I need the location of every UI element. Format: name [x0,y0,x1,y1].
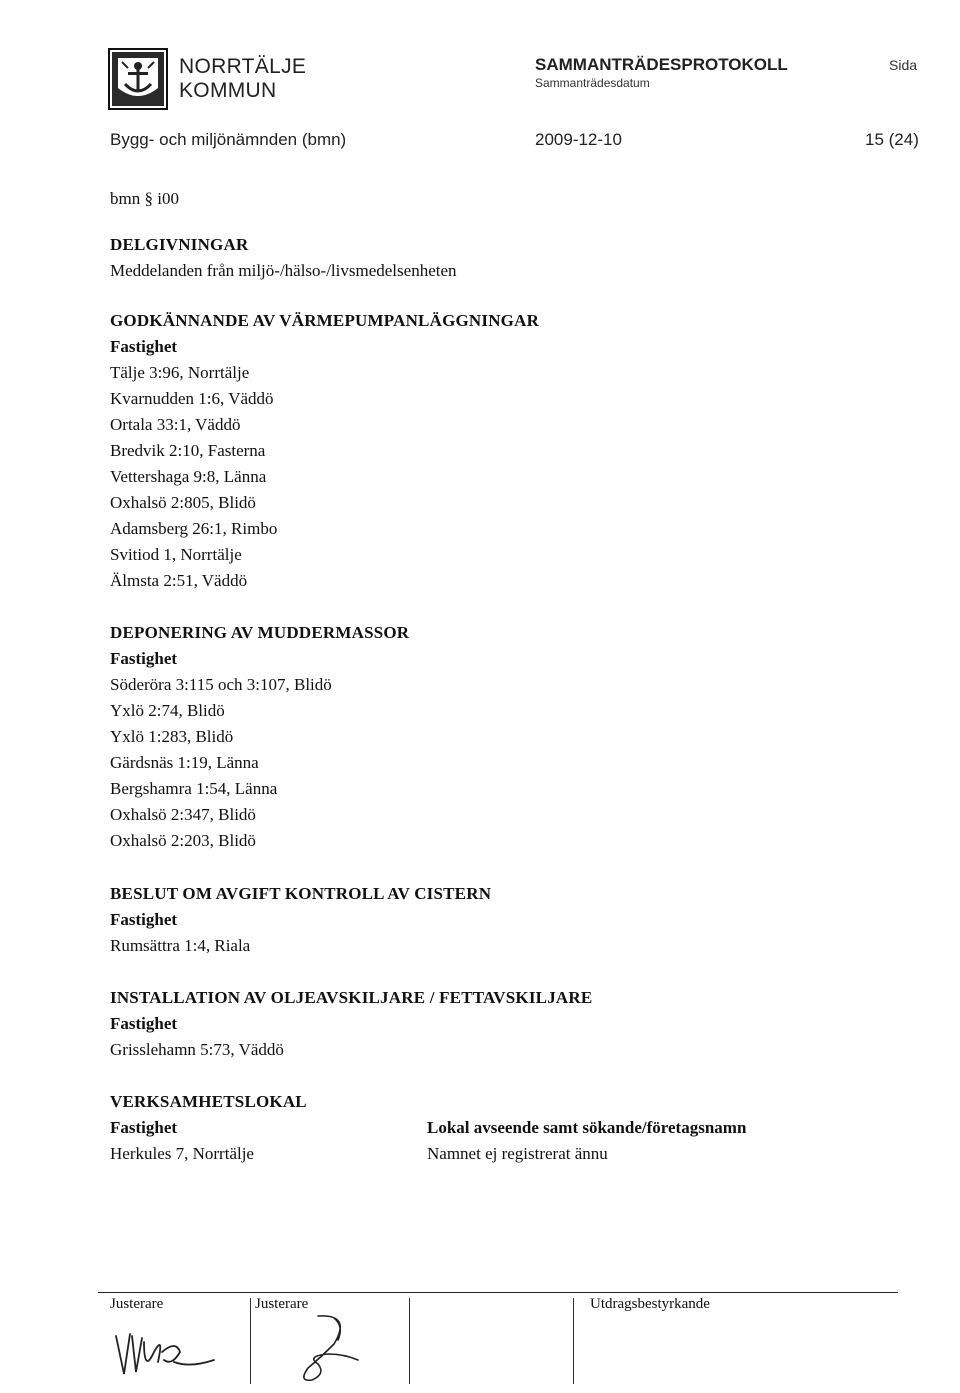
property-item: Yxlö 1:283, Blidö [110,727,234,746]
property-item: Gärdsnäs 1:19, Länna [110,753,259,772]
property-item: Kvarnudden 1:6, Väddö [110,389,274,408]
organization-name [179,55,306,103]
document-title: SAMMANTRÄDESPROTOKOLL [535,55,788,74]
property-item: Rumsättra 1:4, Riala [110,936,251,955]
property-item: Bergshamra 1:54, Länna [110,779,278,798]
signature-initials-1 [110,1322,220,1382]
section-cistern [110,881,491,959]
footer-column-divider [409,1298,410,1384]
meeting-date: 2009-12-10 [535,130,622,149]
section-heading: INSTALLATION AV OLJEAVSKILJARE / FETTAVSKILJARE [110,988,593,1007]
footer-column-divider [250,1298,251,1384]
property-label: Fastighet [110,910,178,929]
intro-section [110,232,457,284]
footer-column-divider [573,1298,574,1384]
municipality-logo [108,48,168,110]
section-heat-pumps [110,308,539,594]
footer-adjuster-2-label: Justerare [255,1296,309,1312]
property-item: Oxhalsö 2:805, Blidö [110,493,256,512]
paragraph-reference: bmn § i00 [110,189,179,208]
section-heading: GODKÄNNANDE AV VÄRMEPUMPANLÄGGNINGAR [110,311,540,330]
property-item: Oxhalsö 2:203, Blidö [110,831,256,850]
property-item: Ortala 33:1, Väddö [110,415,241,434]
property-label: Fastighet [110,337,178,356]
section-heading: DEPONERING AV MUDDERMASSOR [110,623,410,642]
property-item: Vettershaga 9:8, Länna [110,467,267,486]
section-oil-separator [110,985,592,1063]
meeting-date-label: Sammanträdesdatum [535,76,650,90]
footer-divider [98,1292,898,1293]
section-business-premises [110,1089,307,1167]
section-dredging [110,620,409,854]
property-label: Fastighet [110,1118,178,1137]
organization-line-2: KOMMUN [179,79,277,102]
property-item: Herkules 7, Norrtälje [110,1144,254,1163]
property-item: Söderöra 3:115 och 3:107, Blidö [110,675,332,694]
property-item: Oxhalsö 2:347, Blidö [110,805,256,824]
section-heading: VERKSAMHETSLOKAL [110,1092,307,1111]
premises-applicant-value: Namnet ej registrerat ännu [427,1144,608,1163]
footer-adjuster-1-label: Justerare [110,1296,164,1312]
property-label: Fastighet [110,649,178,668]
intro-heading: DELGIVNINGAR [110,235,249,254]
property-label: Fastighet [110,1014,178,1033]
organization-line-1: NORRTÄLJE [179,55,307,78]
intro-subheading: Meddelanden från miljö-/hälso-/livsmedelsenheten [110,261,457,280]
page-number: 15 (24) [865,130,919,149]
business-premises-details [427,1115,746,1167]
property-item: Yxlö 2:74, Blidö [110,701,225,720]
property-item: Älmsta 2:51, Väddö [110,571,248,590]
committee-name: Bygg- och miljönämnden (bmn) [110,130,347,149]
section-heading: BESLUT OM AVGIFT KONTROLL AV CISTERN [110,884,492,903]
signature-initials-2 [278,1310,368,1386]
page-label: Sida [889,57,918,73]
property-item: Bredvik 2:10, Fasterna [110,441,266,460]
property-item: Svitiod 1, Norrtälje [110,545,242,564]
property-item: Tälje 3:96, Norrtälje [110,363,250,382]
premises-applicant-label: Lokal avseende samt sökande/företagsnamn [427,1118,747,1137]
property-item: Grisslehamn 5:73, Väddö [110,1040,284,1059]
property-item: Adamsberg 26:1, Rimbo [110,519,278,538]
footer-certification-label: Utdragsbestyrkande [590,1296,710,1312]
